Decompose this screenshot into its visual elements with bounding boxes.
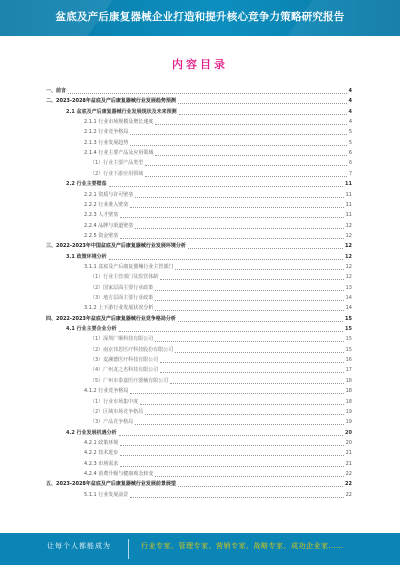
toc-entry-page: 5 (348, 129, 352, 136)
toc-leader-dots (140, 399, 343, 405)
toc-entry-title: （2）南京伟思医疗科技股份有限公司 (90, 346, 174, 353)
toc-leader-dots (120, 440, 343, 446)
toc-entry[interactable] (66, 254, 352, 261)
toc-entry[interactable] (90, 285, 352, 292)
toc-entry-page: 5 (348, 139, 352, 146)
toc-leader-dots (175, 264, 343, 270)
toc-entry-title: 一、前言 (46, 88, 67, 94)
toc-entry[interactable] (84, 212, 352, 219)
toc-leader-dots (130, 129, 347, 135)
toc-entry-page: 12 (345, 222, 352, 229)
toc-entry-title: 4.2.2 技术进步 (84, 450, 119, 457)
toc-entry-title: （2）行业下游应用领域 (90, 170, 144, 177)
toc-entry-page: 15 (345, 315, 352, 322)
toc-entry-page: 22 (345, 481, 352, 488)
toc-entry-page: 20 (345, 429, 352, 436)
toc-leader-dots (119, 326, 343, 332)
toc-entry-title: 4.1 行业主要企业分析 (66, 326, 117, 333)
toc-leader-dots (145, 160, 347, 166)
table-of-contents (0, 88, 400, 500)
toc-entry[interactable] (66, 109, 352, 116)
toc-entry-page: 12 (345, 274, 352, 281)
toc-entry-title: 三、2022-2023年中国盆底及产后康复器械行业发展环境分析 (46, 243, 186, 250)
toc-entry-page: 14 (345, 305, 352, 312)
toc-leader-dots (130, 140, 347, 146)
toc-leader-dots (120, 212, 343, 218)
toc-leader-dots (160, 367, 343, 373)
toc-entry-page: 18 (345, 388, 352, 395)
toc-entry-page: 17 (345, 367, 352, 374)
toc-leader-dots (135, 419, 343, 425)
toc-entry[interactable] (84, 492, 352, 499)
toc-entry-title: 2.2.4 品牌与渠道壁垒 (84, 222, 134, 229)
toc-entry-page: 4 (348, 119, 352, 126)
toc-entry-title: （3）麦澜德医疗科技有限公司 (90, 357, 159, 364)
toc-entry-title: 2.2.2 行业准入壁垒 (84, 201, 129, 208)
toc-entry-page: 21 (345, 460, 352, 467)
footer-slogan: 让每个人都能成为 (47, 542, 111, 550)
toc-leader-dots (155, 295, 343, 301)
toc-leader-dots (188, 243, 343, 249)
toc-entry[interactable] (90, 336, 352, 343)
toc-entry-title: （3）产品竞争格局 (90, 419, 134, 426)
toc-entry[interactable] (46, 316, 352, 323)
toc-entry[interactable] (84, 233, 352, 240)
toc-entry[interactable] (66, 430, 352, 437)
toc-entry-page: 18 (345, 377, 352, 384)
toc-entry-title: 3.1.2 上下游行业发展状况分析 (84, 305, 154, 312)
toc-leader-dots (170, 378, 343, 384)
toc-entry[interactable] (90, 378, 352, 385)
toc-entry-page: 15 (345, 346, 352, 353)
toc-entry-page: 22 (345, 491, 352, 498)
toc-entry[interactable] (46, 98, 352, 105)
toc-entry[interactable] (90, 409, 352, 416)
toc-leader-dots (135, 192, 343, 198)
toc-leader-dots (178, 316, 343, 322)
toc-entry-page: 15 (345, 326, 352, 333)
toc-entry-title: 四、2022-2023年盆底及产后康复器械行业竞争格局分析 (46, 315, 176, 322)
toc-entry[interactable] (90, 347, 352, 354)
toc-entry[interactable] (46, 88, 352, 95)
toc-entry[interactable] (84, 150, 352, 157)
toc-entry-page: 14 (345, 295, 352, 301)
toc-entry-title: （5）广州市泰嘉医疗器械有限公司 (90, 377, 169, 384)
toc-leader-dots (130, 202, 343, 208)
toc-leader-dots (120, 233, 343, 239)
toc-entry-page: 6 (348, 160, 352, 167)
toc-leader-dots (145, 171, 347, 177)
toc-entry-title: 二、2023-2028年盆底及产后康复器械行业发展趋势预测 (46, 98, 176, 105)
toc-entry-page: 4 (348, 98, 352, 105)
toc-leader-dots (155, 285, 343, 291)
toc-leader-dots (119, 430, 343, 436)
toc-entry[interactable] (66, 181, 352, 188)
toc-entry-title: 5.1.1 行业发展前景 (84, 491, 129, 498)
toc-entry-title: 2.1.3 行业发展趋势 (84, 139, 129, 146)
toc-leader-dots (109, 254, 343, 260)
toc-entry-page: 4 (348, 108, 352, 115)
toc-entry-page: 15 (345, 336, 352, 343)
toc-entry-page: 11 (345, 212, 352, 219)
toc-leader-dots (68, 88, 347, 94)
toc-entry-page: 18 (345, 398, 352, 405)
toc-leader-dots (160, 357, 343, 363)
toc-entry[interactable] (84, 202, 352, 209)
toc-entry-title: （1）行业市场集中度 (90, 398, 139, 405)
toc-entry-title: 2.2.1 资质与许可壁垒 (84, 191, 134, 198)
toc-entry-title: 2.2.3 人才壁垒 (84, 212, 119, 219)
toc-entry-page: 20 (345, 439, 352, 446)
toc-entry[interactable] (46, 243, 352, 250)
toc-leader-dots (120, 450, 343, 456)
toc-entry-page: 16 (345, 357, 352, 364)
toc-leader-dots (155, 305, 343, 311)
toc-entry-page: 4 (348, 88, 352, 94)
toc-leader-dots (155, 119, 346, 125)
toc-leader-dots (109, 181, 343, 187)
toc-leader-dots (120, 461, 343, 467)
toc-leader-dots (155, 150, 346, 156)
toc-entry-title: （2）区域市场竞争格局 (90, 408, 144, 415)
toc-leader-dots (155, 336, 343, 342)
toc-entry-title: 五、2023-2028年盆底及产后康复器械行业发展前景展望 (46, 481, 176, 488)
report-title: 盆底及产后康复器械企业打造和提升核心竞争力策略研究报告 (55, 11, 345, 23)
toc-leader-dots (155, 471, 343, 477)
toc-entry[interactable] (90, 295, 352, 302)
toc-entry-page: 13 (345, 284, 352, 291)
toc-entry-page: 21 (345, 450, 352, 457)
toc-entry-title: 2.1.1 行业市场规模及增长速度 (84, 119, 154, 126)
toc-entry[interactable] (84, 450, 352, 457)
toc-leader-dots (175, 347, 343, 353)
toc-leader-dots (160, 274, 343, 280)
toc-entry-title: （1）行业主管部门及监管体制 (90, 274, 159, 281)
toc-entry[interactable] (90, 367, 352, 374)
toc-entry[interactable] (90, 399, 352, 406)
toc-leader-dots (130, 492, 343, 498)
toc-leader-dots (135, 223, 343, 229)
toc-entry-title: 4.2 行业发展机遇分析 (66, 429, 117, 436)
toc-leader-dots (130, 388, 343, 394)
toc-leader-dots (178, 98, 347, 104)
toc-entry-page: 12 (345, 263, 352, 270)
toc-entry-page: 11 (345, 191, 352, 198)
toc-entry[interactable] (84, 388, 352, 395)
toc-entry-title: （1）行业主要产品类型 (90, 160, 144, 167)
toc-entry[interactable] (66, 326, 352, 333)
toc-entry-title: 3.1.1 盆底及产后康复器械行业主管部门 (84, 263, 174, 270)
toc-entry[interactable] (84, 305, 352, 312)
toc-entry-title: 2.2.5 资金壁垒 (84, 232, 119, 239)
toc-entry-page: 22 (345, 470, 352, 477)
toc-entry-title: 4.2.4 消费升级与健康观念转变 (84, 470, 154, 477)
toc-entry-page: 19 (345, 408, 352, 415)
toc-entry[interactable] (90, 160, 352, 167)
toc-entry-page: 7 (348, 170, 352, 177)
toc-entry[interactable] (90, 171, 352, 178)
toc-entry[interactable] (84, 140, 352, 147)
toc-entry-page: 6 (348, 150, 352, 157)
toc-entry-title: 4.2.3 市场需求 (84, 460, 119, 467)
toc-entry-title: （3）地方层面主要行业政策 (90, 295, 154, 301)
toc-entry[interactable] (84, 440, 352, 447)
toc-entry[interactable] (84, 192, 352, 199)
toc-leader-dots (179, 109, 347, 115)
toc-entry-title: 2.1.2 行业竞争格局 (84, 129, 129, 136)
toc-entry[interactable] (84, 119, 352, 126)
toc-entry[interactable] (90, 357, 352, 364)
toc-entry-title: （4）广州龙之杰科技有限公司 (90, 367, 159, 374)
footer-divider (128, 539, 129, 559)
toc-entry-page: 12 (345, 253, 352, 260)
toc-entry-page: 19 (345, 419, 352, 426)
toc-leader-dots (178, 481, 343, 487)
toc-entry-title: （2）国家层面主要行业政策 (90, 284, 154, 291)
toc-entry-page: 11 (345, 201, 352, 208)
toc-heading: 内容目录 (172, 58, 228, 71)
toc-entry-title: 2.1 盆底及产后康复器械行业发展现状及未来预测 (66, 108, 177, 115)
toc-entry[interactable] (84, 461, 352, 468)
toc-entry-title: 4.2.1 政策环境 (84, 439, 119, 446)
toc-entry[interactable] (84, 129, 352, 136)
toc-entry[interactable] (90, 419, 352, 426)
footer-banner (0, 533, 400, 565)
toc-leader-dots (145, 409, 343, 415)
toc-entry-title: （1）深圳广顺科技有限公司 (90, 336, 154, 343)
toc-entry-page: 12 (345, 232, 352, 239)
toc-entry[interactable] (84, 471, 352, 478)
toc-entry-title: 2.2 行业主要壁垒 (66, 181, 107, 188)
toc-entry-title: 2.1.4 行业主要产品及应用领域 (84, 150, 154, 157)
report-header (0, 0, 400, 36)
footer-roles: 行业专家、管理专家、营销专家、战略专家、成功企业家…… (141, 542, 344, 550)
toc-entry-page: 12 (345, 243, 352, 250)
toc-entry[interactable] (46, 481, 352, 488)
toc-entry-title: 4.1.2 行业竞争格局 (84, 388, 129, 395)
toc-entry-title: 3.1 政策环境分析 (66, 253, 107, 260)
toc-entry[interactable] (84, 264, 352, 271)
toc-entry-page: 11 (345, 181, 352, 188)
toc-entry[interactable] (84, 223, 352, 230)
toc-entry[interactable] (90, 274, 352, 281)
